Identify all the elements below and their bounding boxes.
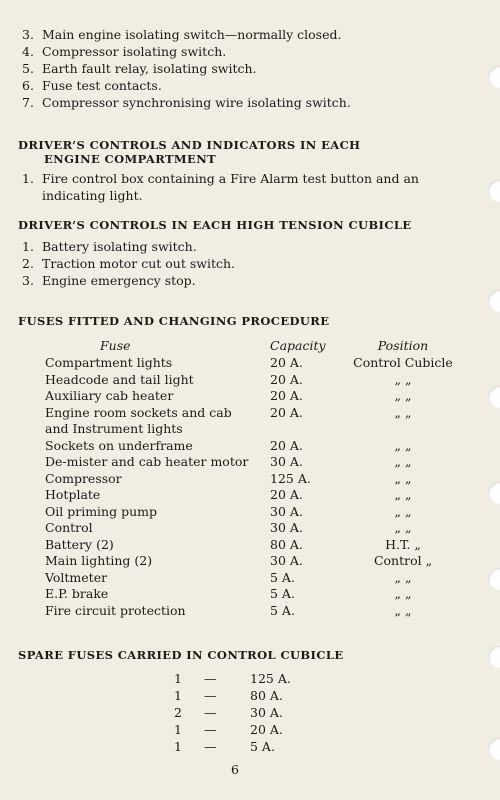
fuse-position: „ „ [394,437,412,453]
table-row [45,438,445,455]
fuse-position: „ „ [394,371,412,387]
fuse-name: Fire circuit protection [45,602,186,618]
table-row [45,537,445,554]
fuse-position: „ „ [394,487,412,502]
item-number: 2. [22,256,34,271]
fuse-name: Hotplate [45,487,101,502]
spare-dash: — [204,722,217,737]
fuse-capacity: 5 A. [270,569,295,585]
fuse-capacity: 30 A. [270,503,303,519]
spare-rating: 20 A. [250,722,283,737]
list-item [170,687,330,704]
table-body [45,355,453,619]
fuse-position: Control „ [373,553,433,568]
fuse-name: Compartment lights [45,355,173,370]
fuse-capacity: 5 A. [270,586,295,601]
fuse-capacity: 5 A. [270,602,295,618]
item-text: Earth fault relay, isolating switch. [42,61,257,76]
binder-holes [480,0,500,800]
fuse-name: and Instrument lights [45,421,183,436]
item-number: 4. [22,44,34,59]
fuse-name: Sockets on underframe [45,437,193,453]
spare-dash: — [204,739,217,754]
spare-quantity: 1 [174,688,182,703]
table-row [45,487,445,504]
item-number: 7. [22,95,34,110]
fuse-capacity: 30 A. [270,520,303,535]
fuse-name: Voltmeter [45,569,108,585]
column-header-position: Position [377,338,429,353]
table-row [45,454,445,471]
fuse-position: Control Cubicle [353,355,453,370]
spare-rating: 80 A. [250,688,283,703]
punch-hole [488,290,500,312]
table-row [45,586,445,603]
list-item [22,255,235,272]
item-number: 1. [22,171,34,186]
fuse-capacity: 30 A. [270,454,303,469]
fuses-table [45,338,453,619]
table-row [45,372,445,389]
section-heading-spares: SPARE FUSES CARRIED IN CONTROL CUBICLE [18,648,344,662]
item-text: Compressor synchronising wire isolating switch. [42,95,351,110]
fuse-name: Main lighting (2) [45,553,153,568]
table-row [45,553,445,570]
page-number: 6 [231,762,239,777]
table-row [45,471,445,488]
table-row [45,570,445,587]
item-text: Traction motor cut out switch. [42,256,235,271]
spare-quantity: 1 [174,722,182,737]
fuse-position: „ „ [394,454,412,469]
fuse-capacity: 20 A. [270,388,303,403]
column-header-fuse: Fuse [100,338,131,353]
fuse-name: Oil priming pump [45,503,157,519]
punch-hole [488,386,500,408]
list-item [170,738,330,755]
item-text: Main engine isolating switch—normally closed. [42,27,342,42]
column-header-capacity: Capacity [270,338,326,353]
fuse-position: „ „ [394,503,412,519]
table-row [45,405,445,422]
list-item [22,26,351,43]
punch-hole [488,568,500,590]
punch-hole [488,66,500,88]
item-number: 3. [22,273,34,288]
fuse-name: Engine room sockets and cab [45,404,232,420]
fuse-name: De-mister and cab heater motor [45,454,249,469]
spare-quantity: 1 [174,671,182,686]
fuse-name: Battery (2) [45,536,114,552]
punch-hole [488,646,500,668]
fuse-name: Control [45,520,93,535]
spare-rating: 125 A. [250,671,291,686]
item-number: 1. [22,239,34,254]
list-item [170,721,330,738]
top-numbered-list [22,26,351,111]
punch-hole [488,738,500,760]
item-number: 3. [22,27,34,42]
item-text: Fuse test contacts. [42,78,162,93]
table-header [45,338,445,355]
fuse-name: Auxiliary cab heater [45,388,174,403]
section-heading-ht: DRIVER’S CONTROLS IN EACH HIGH TENSION CUBICLE [18,218,412,232]
item-number: 5. [22,61,34,76]
list-item [22,60,351,77]
list-item [22,43,351,60]
fuse-position: „ „ [394,470,412,486]
list-item [170,670,330,687]
fuse-position: „ „ [394,602,412,618]
table-row [45,388,445,405]
item-text: Compressor isolating switch. [42,44,227,59]
fuse-capacity: 20 A. [270,437,303,453]
spare-rating: 30 A. [250,705,283,720]
spare-dash: — [204,705,217,720]
spare-fuses-list [170,670,330,755]
spare-dash: — [204,688,217,703]
list-item [22,238,235,255]
fuse-capacity: 20 A. [270,487,303,502]
fuse-position: „ „ [394,520,412,535]
spare-rating: 5 A. [250,739,275,754]
item-text: Battery isolating switch. [42,239,197,254]
fuse-capacity: 20 A. [270,371,303,387]
punch-hole [488,482,500,504]
list-item [22,272,235,289]
item-text: Fire control box containing a Fire Alarm test button and an [42,171,419,186]
ht-controls-list [22,238,235,289]
table-row [45,421,445,438]
fuse-position: „ „ [394,586,412,601]
table-row [45,504,445,521]
table-row [45,520,445,537]
list-item [22,77,351,94]
fuse-capacity: 20 A. [270,355,303,370]
fuse-position: H.T. „ [385,536,421,552]
engine-controls-list [22,170,419,204]
punch-hole [488,180,500,202]
item-text: indicating light. [42,188,143,203]
fuse-capacity: 80 A. [270,536,303,552]
section-heading-engine-line1: DRIVER’S CONTROLS AND INDICATORS IN EACH [18,138,361,152]
list-item [170,704,330,721]
fuse-position: „ „ [394,404,412,420]
list-item [22,170,419,187]
fuse-position: „ „ [394,569,412,585]
fuse-name: E.P. brake [45,586,109,601]
fuse-capacity: 20 A. [270,404,303,420]
fuse-position: „ „ [394,388,412,403]
section-heading-fuses: FUSES FITTED AND CHANGING PROCEDURE [18,314,330,328]
fuse-name: Compressor [45,470,122,486]
fuse-capacity: 125 A. [270,470,311,486]
item-text: Engine emergency stop. [42,273,196,288]
section-heading-engine-line2: ENGINE COMPARTMENT [44,152,217,166]
spare-quantity: 1 [174,739,182,754]
spare-quantity: 2 [174,705,182,720]
spare-dash: — [204,671,217,686]
table-row [45,355,453,372]
table-row [45,603,445,620]
list-item-continuation [22,187,419,204]
item-number: 6. [22,78,34,93]
fuse-capacity: 30 A. [270,553,303,568]
fuse-name: Headcode and tail light [45,371,194,387]
list-item [22,94,351,111]
